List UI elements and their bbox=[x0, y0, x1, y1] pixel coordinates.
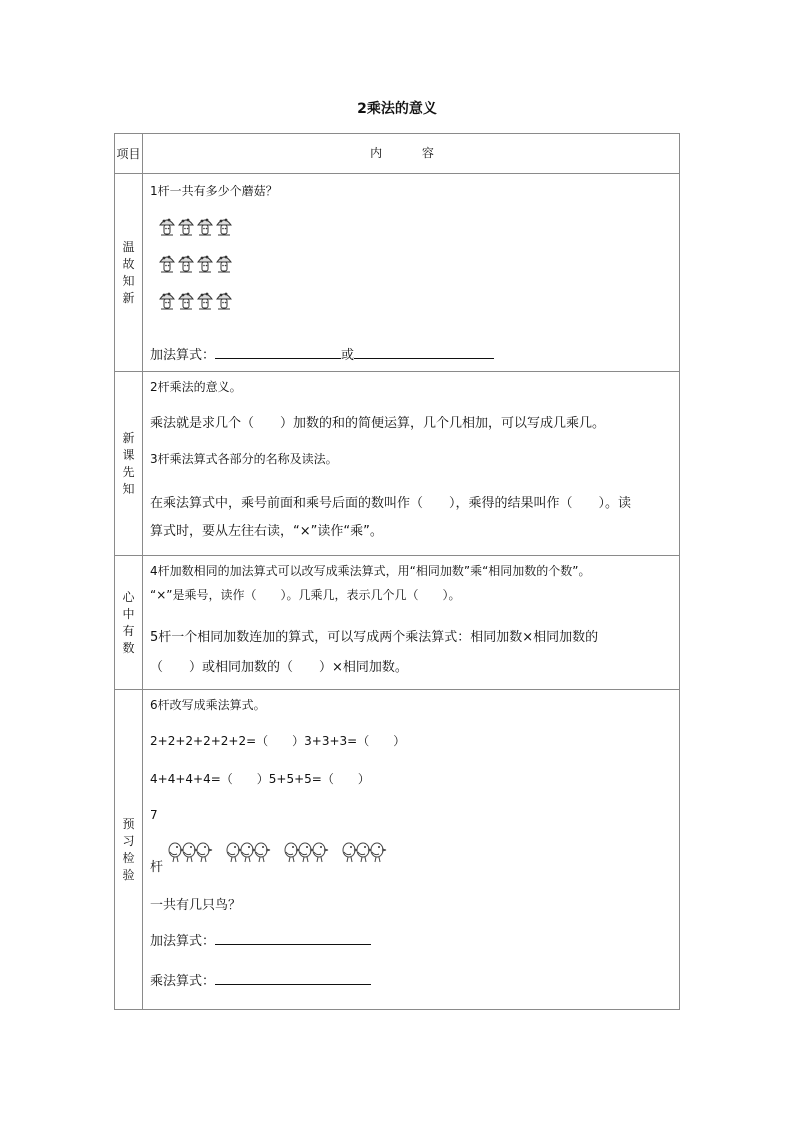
header-content-cell bbox=[143, 134, 680, 174]
question-3-line-1: 在乘法算式中，乘号前面和乘号后面的数叫作（ ），乘得的结果叫作（ ）。读 bbox=[150, 496, 632, 511]
newlesson-content bbox=[143, 372, 680, 556]
page-title: 2乘法的意义 bbox=[357, 101, 437, 117]
bird-groups-icon bbox=[167, 838, 397, 868]
question-2: 2杆乘法的意义。 bbox=[150, 380, 242, 394]
mushroom-icon bbox=[217, 256, 231, 272]
header-item-label: 项目 bbox=[116, 146, 141, 161]
mushroom-icon bbox=[198, 293, 212, 309]
section-label-warmup: 温故知新 bbox=[122, 239, 135, 305]
check-addition-label: 加法算式： bbox=[150, 934, 216, 949]
addition-formula-row bbox=[150, 344, 494, 363]
header-item-cell bbox=[115, 134, 143, 174]
question-1: 1杆一共有多少个蘑菇？ bbox=[150, 184, 278, 198]
addition-formula-label: 加法算式： bbox=[150, 348, 216, 363]
bird-icon bbox=[299, 843, 314, 862]
question-5-line-2: （ ）或相同加数的（ ）×相同加数。 bbox=[150, 660, 408, 675]
mushroom-icon bbox=[160, 219, 174, 235]
warmup-content bbox=[143, 174, 680, 372]
check-content bbox=[143, 690, 680, 1010]
mushroom-icon bbox=[160, 293, 174, 309]
mushroom-icon bbox=[217, 293, 231, 309]
mushroom-icon bbox=[179, 256, 193, 272]
mushroom-icon bbox=[198, 256, 212, 272]
bird-icon bbox=[183, 843, 198, 862]
bird-icon bbox=[313, 843, 328, 862]
bird-icon bbox=[343, 843, 358, 862]
section-mind bbox=[115, 556, 680, 690]
section-label-check: 预习检验 bbox=[122, 816, 135, 882]
check-multiplication-row bbox=[150, 970, 371, 989]
question-5-line-1: 5杆一个相同加数连加的算式，可以写成两个乘法算式：相同加数×相同加数的 bbox=[150, 630, 599, 645]
question-7-question: 一共有几只鸟？ bbox=[150, 898, 242, 913]
section-warmup bbox=[115, 174, 680, 372]
bird-icon bbox=[285, 843, 300, 862]
header-row bbox=[115, 134, 680, 174]
bird-icon bbox=[227, 843, 242, 862]
question-3: 3杆乘法算式各部分的名称及读法。 bbox=[150, 452, 338, 466]
section-label-mind: 心中有数 bbox=[122, 589, 135, 655]
mushroom-grid-icon bbox=[157, 214, 237, 314]
question-7-gan: 杆 bbox=[150, 860, 164, 875]
check-addition-blank[interactable] bbox=[215, 932, 371, 945]
question-6-line-2: 4+4+4+4=（ ）5+5+5=（ ） bbox=[150, 772, 370, 786]
question-4-line-1: 4杆加数相同的加法算式可以改写成乘法算式，用“相同加数”乘“相同加数的个数”。 bbox=[150, 564, 591, 578]
mushroom-icon bbox=[198, 219, 212, 235]
bird-icon bbox=[241, 843, 256, 862]
check-addition-row bbox=[150, 930, 371, 949]
section-check bbox=[115, 690, 680, 1010]
mushroom-icon bbox=[160, 256, 174, 272]
or-label: 或 bbox=[341, 348, 355, 363]
header-content-label: 内 容 bbox=[370, 146, 452, 160]
mushroom-icon bbox=[217, 219, 231, 235]
section-label-cell bbox=[115, 690, 143, 1010]
mushroom-icon bbox=[179, 293, 193, 309]
addition-answer-blank[interactable] bbox=[215, 346, 341, 359]
bird-icon bbox=[357, 843, 372, 862]
bird-icon bbox=[169, 843, 184, 862]
check-multiplication-blank[interactable] bbox=[215, 972, 371, 985]
section-label-cell bbox=[115, 372, 143, 556]
question-2-text: 乘法就是求几个（ ）加数的和的简便运算，几个几相加，可以写成几乘几。 bbox=[150, 416, 606, 431]
mind-content bbox=[143, 556, 680, 690]
section-newlesson bbox=[115, 372, 680, 556]
question-4-line-2: “×”是乘号，读作（ ）。几乘几，表示几个几（ ）。 bbox=[150, 588, 461, 602]
section-label-cell bbox=[115, 556, 143, 690]
bird-icon bbox=[255, 843, 270, 862]
bird-icon bbox=[197, 843, 212, 862]
check-multiplication-label: 乘法算式： bbox=[150, 974, 216, 989]
mushroom-icon bbox=[179, 219, 193, 235]
worksheet-table bbox=[114, 133, 680, 1010]
question-6-line-1: 2+2+2+2+2+2=（ ）3+3+3=（ ） bbox=[150, 734, 406, 748]
question-7-number: 7 bbox=[150, 808, 158, 822]
addition-answer-blank-2[interactable] bbox=[354, 346, 494, 359]
section-label-cell bbox=[115, 174, 143, 372]
question-6: 6杆改写成乘法算式。 bbox=[150, 698, 266, 712]
section-label-newlesson: 新课先知 bbox=[122, 430, 135, 496]
question-3-line-2: 算式时，要从左往右读，“×”读作“乘”。 bbox=[150, 524, 383, 539]
bird-icon bbox=[371, 843, 386, 862]
